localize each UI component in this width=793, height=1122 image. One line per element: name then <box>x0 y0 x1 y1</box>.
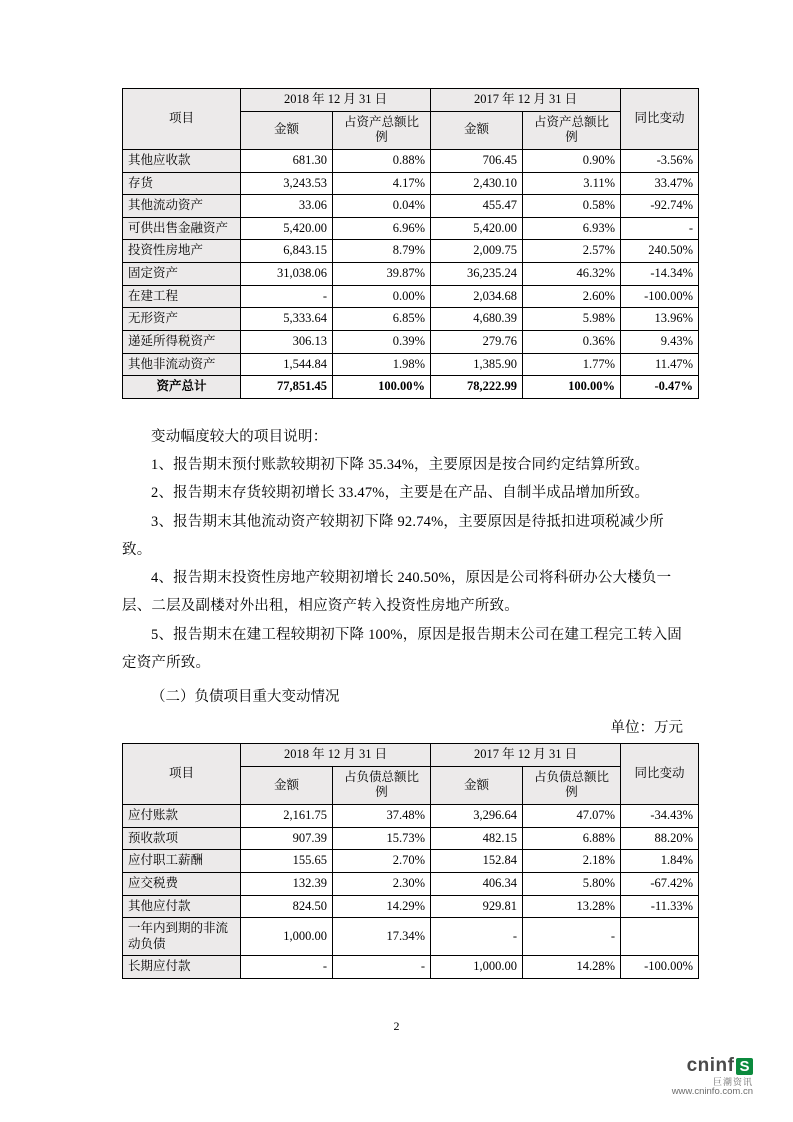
row-change: - <box>621 217 699 240</box>
row-amount-prior: 1,000.00 <box>431 956 523 979</box>
brand-name-cn: 巨潮资讯 <box>712 1076 753 1087</box>
row-item: 固定资产 <box>123 263 241 286</box>
row-item: 在建工程 <box>123 285 241 308</box>
cninfo-logo <box>672 1055 753 1098</box>
table-row <box>123 240 699 263</box>
header-period-prior: 2017 年 12 月 31 日 <box>431 744 621 767</box>
table-row <box>123 308 699 331</box>
row-ratio-current: 17.34% <box>333 918 431 956</box>
row-change: 9.43% <box>621 330 699 353</box>
row-amount-current: 2,161.75 <box>241 805 333 828</box>
row-item: 应付职工薪酬 <box>123 850 241 873</box>
row-ratio-current: 0.88% <box>333 149 431 172</box>
unit-label: 单位：万元 <box>610 720 683 737</box>
row-ratio-current: 4.17% <box>333 172 431 195</box>
row-amount-current: 681.30 <box>241 149 333 172</box>
row-item: 可供出售金融资产 <box>123 217 241 240</box>
liabilities-table <box>122 743 699 979</box>
row-ratio-prior: 0.90% <box>523 149 621 172</box>
row-amount-current: 907.39 <box>241 827 333 850</box>
row-amount-current: - <box>241 285 333 308</box>
row-item: 其他流动资产 <box>123 195 241 218</box>
row-ratio-current: - <box>333 956 431 979</box>
row-ratio-current: 0.04% <box>333 195 431 218</box>
row-amount-prior: 406.34 <box>431 872 523 895</box>
row-amount-current: 31,038.06 <box>241 263 333 286</box>
row-amount-prior: - <box>431 918 523 956</box>
row-amount-prior: 279.76 <box>431 330 523 353</box>
row-item: 投资性房地产 <box>123 240 241 263</box>
row-amount-current: 306.13 <box>241 330 333 353</box>
header-ratio-prior: 占负债总额比例 <box>523 766 621 804</box>
row-amount-current: 5,420.00 <box>241 217 333 240</box>
narrative-item-2: 2、报告期末存货较期初增长 33.47%，主要是在产品、自制半成品增加所致。 <box>151 485 650 502</box>
narrative-item-4: 4、报告期末投资性房地产较期初增长 240.50%，原因是公司将科研办公大楼负一层、二层及副楼对外出租，相应资产转入投资性房地产所致。 <box>122 570 672 615</box>
row-ratio-prior: 2.57% <box>523 240 621 263</box>
header-period-current: 2018 年 12 月 31 日 <box>241 89 431 112</box>
row-amount-current: - <box>241 956 333 979</box>
total-change: -0.47% <box>621 376 699 399</box>
row-amount-prior: 1,385.90 <box>431 353 523 376</box>
row-item: 一年内到期的非流动负债 <box>123 918 241 956</box>
total-ratio-prior: 100.00% <box>523 376 621 399</box>
brand-url: www.cninfo.com.cn <box>671 1086 753 1098</box>
row-amount-current: 33.06 <box>241 195 333 218</box>
row-change: 13.96% <box>621 308 699 331</box>
table-row <box>123 805 699 828</box>
total-amount-prior: 78,222.99 <box>431 376 523 399</box>
row-ratio-prior: 1.77% <box>523 353 621 376</box>
row-ratio-prior: 47.07% <box>523 805 621 828</box>
row-amount-current: 3,243.53 <box>241 172 333 195</box>
row-item: 存货 <box>123 172 241 195</box>
row-amount-prior: 2,430.10 <box>431 172 523 195</box>
row-change: 11.47% <box>621 353 699 376</box>
row-amount-current: 132.39 <box>241 872 333 895</box>
narrative-item-3: 3、报告期末其他流动资产较期初下降 92.74%，主要原因是待抵扣进项税减少所致。 <box>122 513 664 558</box>
table-row <box>123 217 699 240</box>
row-ratio-current: 6.85% <box>333 308 431 331</box>
assets-table-head <box>123 89 699 150</box>
row-amount-prior: 2,034.68 <box>431 285 523 308</box>
header-change: 同比变动 <box>621 744 699 805</box>
row-change: -14.34% <box>621 263 699 286</box>
table-header-row <box>123 744 699 767</box>
header-change: 同比变动 <box>621 89 699 150</box>
row-ratio-current: 2.70% <box>333 850 431 873</box>
row-change: -92.74% <box>621 195 699 218</box>
header-ratio-prior: 占资产总额比例 <box>523 111 621 149</box>
row-change: -34.43% <box>621 805 699 828</box>
table-row <box>123 872 699 895</box>
row-amount-current: 824.50 <box>241 895 333 918</box>
narrative-intro: 变动幅度较大的项目说明： <box>151 428 328 445</box>
row-change <box>621 918 699 956</box>
header-amount-current: 金额 <box>241 111 333 149</box>
row-item: 预收款项 <box>123 827 241 850</box>
header-item: 项目 <box>123 744 241 805</box>
table-total-row <box>123 376 699 399</box>
narrative-item-1: 1、报告期末预付账款较期初下降 35.34%，主要原因是按合同约定结算所致。 <box>151 457 650 474</box>
row-amount-current: 155.65 <box>241 850 333 873</box>
brand-name <box>672 1055 753 1077</box>
table-row <box>123 172 699 195</box>
header-period-current: 2018 年 12 月 31 日 <box>241 744 431 767</box>
table-row <box>123 353 699 376</box>
row-item: 应付账款 <box>123 805 241 828</box>
row-ratio-prior: 2.18% <box>523 850 621 873</box>
row-ratio-current: 6.96% <box>333 217 431 240</box>
header-amount-current: 金额 <box>241 766 333 804</box>
liabilities-table-head <box>123 744 699 805</box>
row-ratio-prior: 6.93% <box>523 217 621 240</box>
table-row <box>123 285 699 308</box>
row-item: 其他非流动资产 <box>123 353 241 376</box>
row-ratio-prior: - <box>523 918 621 956</box>
row-ratio-prior: 0.36% <box>523 330 621 353</box>
row-amount-current: 1,000.00 <box>241 918 333 956</box>
row-ratio-prior: 46.32% <box>523 263 621 286</box>
row-item: 递延所得税资产 <box>123 330 241 353</box>
brand-mark-icon: S <box>736 1058 753 1075</box>
row-amount-prior: 929.81 <box>431 895 523 918</box>
row-item: 其他应收款 <box>123 149 241 172</box>
row-ratio-current: 0.00% <box>333 285 431 308</box>
row-ratio-prior: 6.88% <box>523 827 621 850</box>
table-row <box>123 195 699 218</box>
row-change: -100.00% <box>621 956 699 979</box>
header-amount-prior: 金额 <box>431 111 523 149</box>
row-amount-prior: 5,420.00 <box>431 217 523 240</box>
total-ratio-current: 100.00% <box>333 376 431 399</box>
row-ratio-current: 0.39% <box>333 330 431 353</box>
row-amount-prior: 2,009.75 <box>431 240 523 263</box>
row-amount-prior: 455.47 <box>431 195 523 218</box>
row-amount-prior: 482.15 <box>431 827 523 850</box>
row-ratio-prior: 3.11% <box>523 172 621 195</box>
table-row <box>123 895 699 918</box>
row-change: 240.50% <box>621 240 699 263</box>
table-row <box>123 827 699 850</box>
row-change: -100.00% <box>621 285 699 308</box>
assets-table-body <box>123 149 699 398</box>
row-ratio-prior: 5.80% <box>523 872 621 895</box>
row-ratio-current: 39.87% <box>333 263 431 286</box>
row-change: -67.42% <box>621 872 699 895</box>
header-ratio-current: 占资产总额比例 <box>333 111 431 149</box>
header-amount-prior: 金额 <box>431 766 523 804</box>
row-change: 33.47% <box>621 172 699 195</box>
row-amount-prior: 4,680.39 <box>431 308 523 331</box>
section-title-liabilities: （二）负债项目重大变动情况 <box>151 689 340 706</box>
row-amount-prior: 706.45 <box>431 149 523 172</box>
row-item: 应交税费 <box>123 872 241 895</box>
header-period-prior: 2017 年 12 月 31 日 <box>431 89 621 112</box>
row-ratio-current: 37.48% <box>333 805 431 828</box>
row-ratio-prior: 13.28% <box>523 895 621 918</box>
table-header-row <box>123 89 699 112</box>
row-amount-prior: 3,296.64 <box>431 805 523 828</box>
table-row <box>123 850 699 873</box>
row-ratio-current: 15.73% <box>333 827 431 850</box>
assets-table <box>122 88 699 399</box>
narrative-block <box>122 423 685 677</box>
row-ratio-prior: 14.28% <box>523 956 621 979</box>
table-row <box>123 956 699 979</box>
table-row <box>123 918 699 956</box>
row-change: 88.20% <box>621 827 699 850</box>
row-change: -11.33% <box>621 895 699 918</box>
row-amount-prior: 36,235.24 <box>431 263 523 286</box>
row-ratio-current: 1.98% <box>333 353 431 376</box>
row-item: 无形资产 <box>123 308 241 331</box>
row-ratio-current: 8.79% <box>333 240 431 263</box>
row-amount-current: 6,843.15 <box>241 240 333 263</box>
liabilities-table-body <box>123 805 699 979</box>
total-amount-current: 77,851.45 <box>241 376 333 399</box>
row-amount-current: 1,544.84 <box>241 353 333 376</box>
row-ratio-prior: 2.60% <box>523 285 621 308</box>
header-ratio-current: 占负债总额比例 <box>333 766 431 804</box>
brand-text: cninf <box>686 1054 735 1076</box>
table-row <box>123 330 699 353</box>
row-change: -3.56% <box>621 149 699 172</box>
table-row <box>123 149 699 172</box>
row-amount-prior: 152.84 <box>431 850 523 873</box>
row-change: 1.84% <box>621 850 699 873</box>
row-ratio-current: 14.29% <box>333 895 431 918</box>
total-item: 资产总计 <box>123 376 241 399</box>
row-amount-current: 5,333.64 <box>241 308 333 331</box>
header-item: 项目 <box>123 89 241 150</box>
row-ratio-prior: 5.98% <box>523 308 621 331</box>
table-row <box>123 263 699 286</box>
page-number: 2 <box>393 1019 400 1033</box>
row-item: 长期应付款 <box>123 956 241 979</box>
row-ratio-prior: 0.58% <box>523 195 621 218</box>
row-item: 其他应付款 <box>123 895 241 918</box>
narrative-item-5: 5、报告期末在建工程较期初下降 100%，原因是报告期末公司在建工程完工转入固定资产所致。 <box>122 626 683 671</box>
row-ratio-current: 2.30% <box>333 872 431 895</box>
